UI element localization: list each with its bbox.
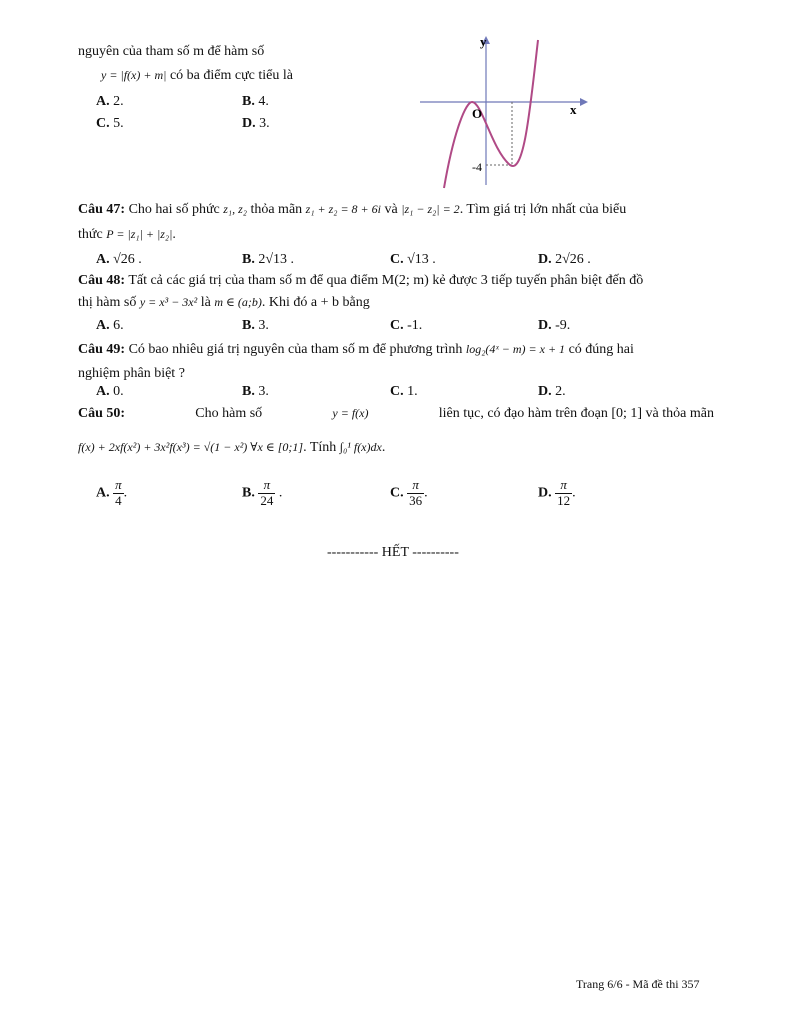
- q48-option-d[interactable]: D. -9.: [538, 318, 571, 333]
- q50-line2: f(x) + 2xf(x²) + 3x²f(x³) = √(1 − x²) ∀x ∈ [0;1]. Tính ∫₀¹ f(x)dx.: [78, 440, 386, 455]
- q47-option-b[interactable]: B. 2√13 .: [242, 252, 295, 267]
- y-axis-label: y: [480, 34, 487, 49]
- q49-option-d[interactable]: D. 2.: [538, 384, 566, 399]
- x-axis-label: x: [570, 102, 577, 117]
- cubic-curve: [444, 40, 538, 188]
- page-footer: Trang 6/6 - Mã đề thi 357: [576, 977, 700, 991]
- q48-line1: Câu 48: Tất cả các giá trị của tham số m để qua điểm M(2; m) kẻ được 3 tiếp tuyến phân biệt đến đồ: [78, 273, 644, 288]
- q46-option-a[interactable]: A. 2.: [96, 94, 124, 109]
- tick-label-minus4: -4: [472, 160, 482, 174]
- q49-line2: nghiệm phân biệt ?: [78, 366, 185, 381]
- q48-option-a[interactable]: A. 6.: [96, 318, 124, 333]
- q50-option-c[interactable]: C. $\frac{\pi}{36}$ .: [390, 477, 428, 508]
- q47-option-c[interactable]: C. √13 .: [390, 252, 436, 267]
- q48-option-b[interactable]: B. 3.: [242, 318, 269, 333]
- q46-formula-tail: có ba điểm cực tiểu là: [169, 68, 293, 83]
- q46-option-c[interactable]: C. 5.: [96, 116, 124, 131]
- q49-line1: Câu 49: Có bao nhiêu giá trị nguyên của tham số m để phương trình log₂(4ˣ − m) = x + 1 có đúng hai: [78, 342, 634, 357]
- q50-label: Câu 50:: [78, 406, 126, 421]
- q49-option-c[interactable]: C. 1.: [390, 384, 418, 399]
- q49-option-b[interactable]: B. 3.: [242, 384, 269, 399]
- origin-label: O: [472, 106, 483, 121]
- q47-option-a[interactable]: A. √26 .: [96, 252, 142, 267]
- q50-option-b[interactable]: B. $\frac{\pi}{24}$ .: [242, 477, 283, 508]
- q50-option-d[interactable]: D. $\frac{\pi}{12}$ .: [538, 477, 576, 508]
- q48-line2: thị hàm số y = x³ − 3x² là m ∈ (a;b). Khi đó a + b bằng: [78, 295, 370, 310]
- q47-line2: thức P = |z₁| + |z₂|.: [78, 227, 176, 242]
- q48-label: Câu 48:: [78, 273, 126, 288]
- x-axis-arrow: [580, 98, 588, 106]
- q47-option-d[interactable]: D. 2√26 .: [538, 252, 591, 267]
- end-marker: ----------- HẾT ----------: [327, 545, 459, 560]
- q46-cubic-graph: [420, 30, 600, 190]
- q47-label: Câu 47:: [78, 202, 126, 217]
- q46-text-line1: nguyên của tham số m để hàm số: [78, 44, 265, 59]
- q46-option-d[interactable]: D. 3.: [242, 116, 270, 131]
- q49-option-a[interactable]: A. 0.: [96, 384, 124, 399]
- q46-formula: y = |f(x) + m|: [101, 68, 167, 82]
- q50-option-a[interactable]: A. $\frac{\pi}{4}$ .: [96, 477, 128, 508]
- q50-line1: Câu 50: Cho hàm số y = f(x) liên tục, có đạo hàm trên đoạn [0; 1] và thỏa mãn: [78, 406, 714, 421]
- q47-line1: Câu 47: Cho hai số phức z₁, z₂ thỏa mãn z₁ + z₂ = 8 + 6i và |z₁ − z₂| = 2. Tìm giá trị lớn nhất của biểu: [78, 202, 627, 217]
- q49-label: Câu 49:: [78, 342, 126, 357]
- q46-formula-line: [101, 68, 293, 84]
- q46-option-b[interactable]: B. 4.: [242, 94, 269, 109]
- q48-option-c[interactable]: C. -1.: [390, 318, 423, 333]
